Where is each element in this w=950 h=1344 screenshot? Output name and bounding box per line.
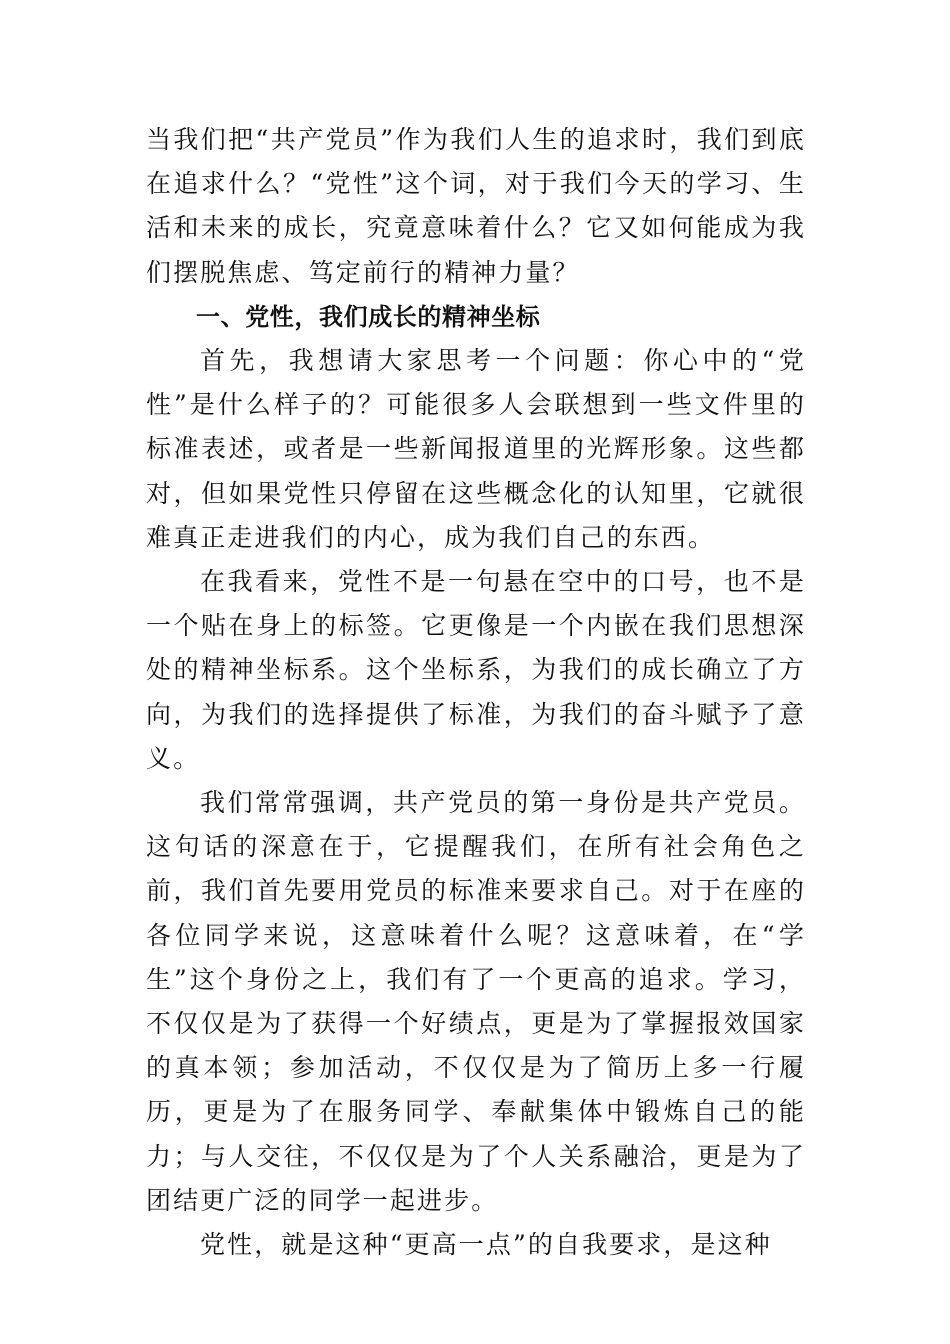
paragraph: 我们常常强调，共产党员的第一身份是共产党员。这句话的深意在于，它提醒我们，在所有社会角色之前，我们首先要用党员的标准来要求自己。对于在座的各位同学来说，这意味着什么呢？这意味着，在“学生”这个身份之上，我们有了一个更高的追求。学习，不仅仅是为了获得一个好绩点，更是为了掌握报效国家的真本领；参加活动，不仅仅是为了简历上多一行履历，更是为了在服务同学、奉献集体中锻炼自己的能力；与人交往，不仅仅是为了个人关系融洽，更是为了团结更广泛的同学一起进步。 [146,788,806,1215]
paragraph: 首先，我想请大家思考一个问题：你心中的“党性”是什么样子的？可能很多人会联想到一些文件里的标准表述，或者是一些新闻报道里的光辉形象。这些都对，但如果党性只停留在这些概念化的认知里，它就很难真正走进我们的内心，成为我们自己的东西。 [146,346,806,552]
paragraph-continued: 当我们把“共产党员”作为我们人生的追求时，我们到底在追求什么？“党性”这个词，对于我们今天的学习、生活和未来的成长，究竟意味着什么？它又如何能成为我们摆脱焦虑、笃定前行的精神力量？ [146,125,806,287]
paragraph: 在我看来，党性不是一句悬在空中的口号，也不是一个贴在身上的标签。它更像是一个内嵌在我们思想深处的精神坐标系。这个坐标系，为我们的成长确立了方向，为我们的选择提供了标准，为我们的奋斗赋予了意义。 [146,567,806,773]
document-body [146,118,806,1267]
section-heading: 一、党性，我们成长的精神坐标 [196,302,541,331]
paragraph: 党性，就是这种“更高一点”的自我要求，是这种 [200,1230,772,1260]
